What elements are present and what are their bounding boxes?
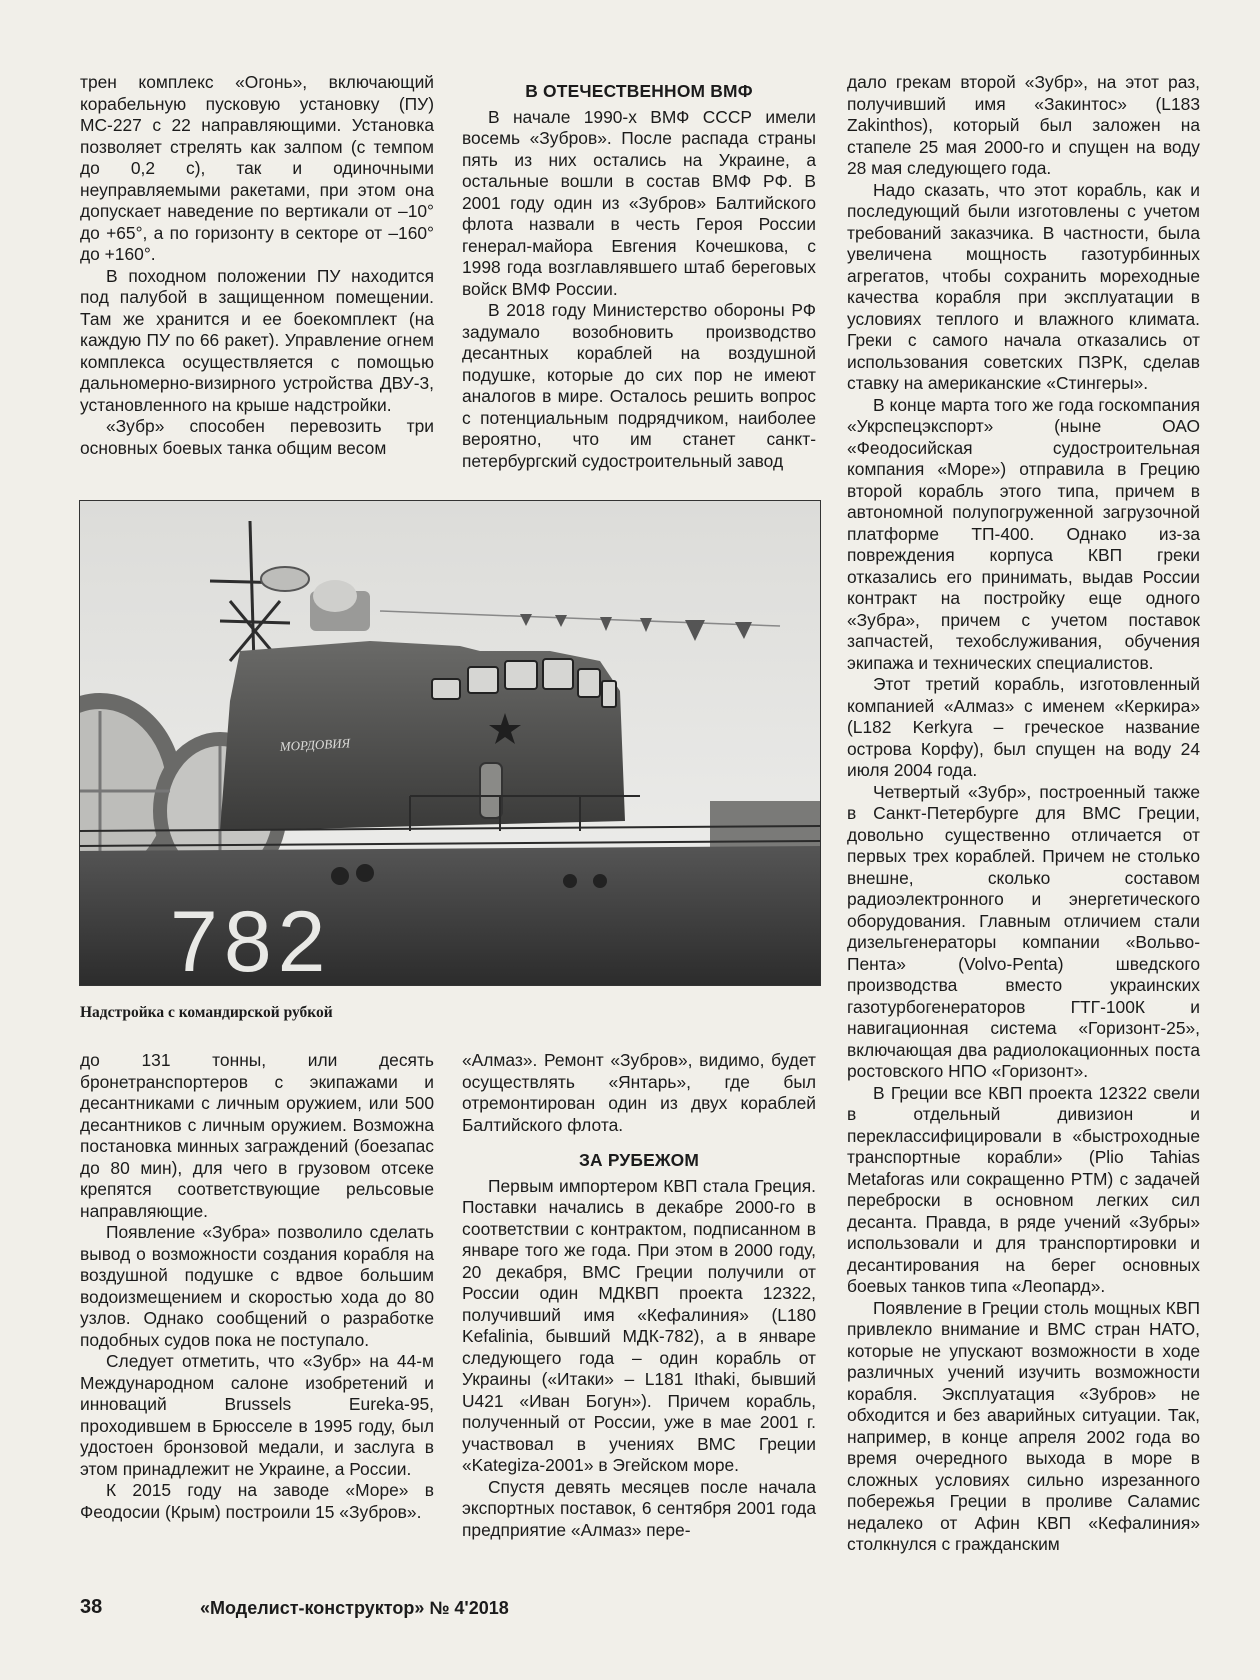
paragraph: Первым импортером КВП стала Греция. Поставки начались в декабре 2000-го в соответствии с контрактом, подписанном в январе того же года. При этом в 2000 году, 20 декабря, ВМС Греции получили от России один МДКВП проекта 12322, получивший имя «Кефалиния» (L180 Kefalinia, бывший МДК-782), а в январе следующего года – один корабль от Украины («Итаки» – L181 Ithaki, бывший U421 «Иван Богун»). Причем корабль, полученный от России, уже в мае 2001 г. участвовал в учениях ВМС Греции «Kategiza-2001» в Эгейском море.	[462, 1175, 816, 1475]
paragraph: трен комплекс «Огонь», включающий корабельную пусковую установку (ПУ) МС-227 с 22 направляющими. Установка позволяет стрелять как залпом (с темпом до 0,2 с), так и одиночными неуправляемыми ракетами, при этом она допускает наведение по вертикали от –10° до +65°, а по горизонту в секторе от –160° до +160°.	[80, 72, 434, 264]
paragraph: В начале 1990-х ВМФ СССР имели восемь «Зубров». После распада страны пять из них остались на Украине, а остальные вошли в состав ВМФ РФ. В 2001 году один из «Зубров» Балтийского флота назвали в честь Героя России генерал-майора Евгения Кочешкова, с 1998 года возглавлявшего штаб береговых войск ВМФ России.	[462, 106, 816, 299]
radar-dome	[261, 567, 309, 591]
ship-name-label: МОРДОВИЯ	[279, 735, 351, 754]
paragraph: Четвертый «Зубр», построенный также в Санкт-Петербурге для ВМС Греции, довольно существенно отличается от первых трех кораблей. Причем не столько внешне, сколько составом радиоэлектронного и энергетического оборудования. Главным отличием стали дизельгенераторы компании «Вольво-Пента» (Volvo-Penta) шведского производства вместо украинских газотурбогенераторов ГТГ-100К и навигационная система «Горизонт-25», включающая два радиолокационных поста ростовского НПО «Горизонт».	[847, 781, 1200, 1081]
paragraph: Надо сказать, что этот корабль, как и последующий были изготовлены с учетом требований заказчика. В частности, была увеличена мощность газотурбинных агрегатов, чтобы сохранить мореходные качества корабля при эксплуатации в условиях теплого и влажного климата. Греки с самого начала отказались от использования советских ПЗРК, сделав ставку на американские «Стингеры».	[847, 179, 1200, 393]
paragraph: В Греции все КВП проекта 12322 свели в отдельный дивизион и переклассифицировали в «быстроходные транспортные корабли» (Plio Tahias Metaforas или сокращенно PTM) с задачей переброски в основном легких сил десанта. Правда, в ряде учений «Зубры» использовали и для транспортировки и десантирования на берег основных боевых танков типа «Леопард».	[847, 1082, 1200, 1296]
paragraph: К 2015 году на заводе «Море» в Феодосии (Крым) построили 15 «Зубров».	[80, 1480, 434, 1522]
paragraph: Этот третий корабль, изготовленный компанией «Алмаз» с именем «Керкира» (L182 Kerkyra – греческое название острова Корфу), был спущен на воду 24 июля 2004 года.	[847, 674, 1200, 780]
paragraph: Спустя девять месяцев после начала экспортных поставок, 6 сентября 2001 года предприятие «Алмаз» пере-	[462, 1476, 816, 1540]
paragraph: Появление в Греции столь мощных КВП привлекло внимание и ВМС стран НАТО, которые не упускают возможности в ходе различных учений изучить возможности корабля. Эксплуатация «Зубров» не обходится и без аварийных ситуации. Так, например, в конце апреля 2002 года во время очередного выхода в море в сложных условиях сильно изрезанного побережья Греции в проливе Саламис недалеко от Афин КВП «Кефалиния» столкнулся с гражданским	[847, 1297, 1200, 1554]
paragraph: Появление «Зубра» позволило сделать вывод о возможности создания корабля на воздушной подушке с вдвое большим водоизмещением и скоростью хода до 80 узлов. Однако сообщений о разработке подобных судов пока не поступало.	[80, 1222, 434, 1350]
door	[480, 763, 502, 818]
paragraph: дало грекам второй «Зубр», на этот раз, получивший имя «Закинтос» (L183 Zakinthos), который был заложен на стапеле 25 мая 2000-го и спущен на воду 28 мая следующего года.	[847, 72, 1200, 178]
photo-caption: Надстройка с командирской рубкой	[80, 1004, 333, 1021]
hovercraft-superstructure-photo	[79, 500, 821, 986]
paragraph: до 131 тонны, или десять бронетранспортеров с экипажами и десантниками с личным оружием, или 500 десантников с личным оружием. Возможна постановка минных заграждений (боезапас до 80 мин), для чего в грузовом отсеке крепятся соответствующие рельсовые направляющие.	[80, 1050, 434, 1221]
paragraph: «Зубр» способен перевозить три основных боевых танка общим весом	[80, 416, 434, 458]
paragraph: В 2018 году Министерство обороны РФ задумало возобновить производство десантных кораблей на воздушной подушке, которые до сих пор не имеют аналогов в мире. Осталось решить вопрос с потенциальным подрядчиком, наиболее вероятно, что им станет санкт-петербургский судостроительный завод	[462, 300, 816, 471]
column-2-top	[462, 81, 816, 472]
section-heading-domestic-navy: В ОТЕЧЕСТВЕННОМ ВМФ	[525, 81, 753, 101]
page-number: 38	[80, 1596, 103, 1618]
magazine-title: «Моделист-конструктор» № 4'2018	[200, 1598, 509, 1618]
paragraph: «Алмаз». Ремонт «Зубров», видимо, будет осуществлять «Янтарь», где был отремонтирован один из двух кораблей Балтийского флота.	[462, 1050, 816, 1135]
paragraph: В конце марта того же года госкомпания «Укрспецэкспорт» (ныне ОАО «Феодосийская судостроительная компания «Море») отправила в Грецию второй корабль этого типа, причем в автономной полупогруженной загрузочной платформе ТП-400. Однако из-за повреждения корпуса КВП греки отказались его принимать, выдав России контракт на постройку еще одного «Зубра», причем с учетом поставок запчастей, техобслуживания, обучения экипажа и технических специалистов.	[847, 394, 1200, 673]
paragraph: В походном положении ПУ находится под палубой в защищенном помещении. Там же хранится и ее боекомплект (на каждую ПУ по 66 ракет). Управление огнем комплекса осуществляется с помощью дальномерно-визирного устройства ДВУ-3, установленного на крыше надстройки.	[80, 265, 434, 415]
column-2-bottom	[462, 1050, 816, 1541]
column-1-top	[80, 72, 434, 459]
column-3	[847, 72, 1200, 1556]
hull-number: 782	[170, 894, 332, 985]
section-heading-abroad: ЗА РУБЕЖОМ	[578, 1150, 700, 1170]
paragraph: Следует отметить, что «Зубр» на 44-м Международном салоне изобретений и инноваций Brussels Eureka-95, проходившем в Брюсселе в 1995 году, был удостоен бронзовой медали, и заслуга в этом принадлежит не Украине, а России.	[80, 1351, 434, 1479]
column-1-bottom	[80, 1050, 434, 1523]
